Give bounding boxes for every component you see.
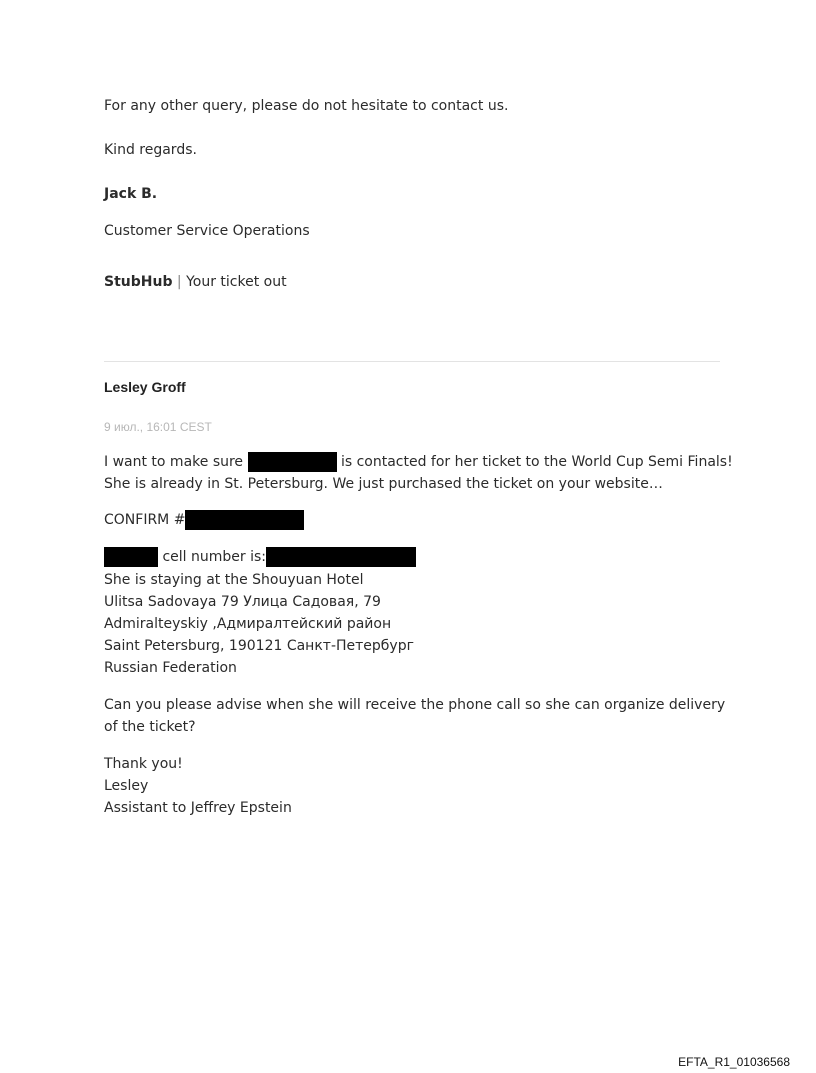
query-line: For any other query, please do not hesitate to contact us. bbox=[104, 98, 509, 114]
department-line: Customer Service Operations bbox=[104, 223, 310, 239]
confirm-label: CONFIRM # bbox=[104, 512, 186, 528]
message-line-1-end: is contacted for her ticket to the World Cup Semi Finals! bbox=[336, 454, 733, 470]
question-line-2: of the ticket? bbox=[104, 719, 196, 735]
message-timestamp: 9 июл., 16:01 CEST bbox=[104, 420, 212, 434]
redaction-block bbox=[185, 510, 304, 530]
address-line-3: Saint Petersburg, 190121 Санкт-Петербург bbox=[104, 638, 414, 654]
signoff-title: Assistant to Jeffrey Epstein bbox=[104, 800, 292, 816]
redaction-block bbox=[266, 547, 416, 567]
address-line-4: Russian Federation bbox=[104, 660, 237, 676]
cell-number-label: cell number is: bbox=[158, 549, 266, 565]
message-line-2: She is already in St. Petersburg. We just purchased the ticket on your website… bbox=[104, 476, 663, 492]
hotel-line: She is staying at the Shouyuan Hotel bbox=[104, 572, 364, 588]
signature-separator: | bbox=[172, 274, 187, 290]
brand-name: StubHub bbox=[104, 274, 173, 290]
brand-tagline: Your ticket out bbox=[186, 274, 287, 290]
question-line-1: Can you please advise when she will receive the phone call so she can organize delivery bbox=[104, 697, 726, 713]
signoff-name: Lesley bbox=[104, 778, 149, 794]
address-line-1: Ulitsa Sadovaya 79 Улица Садовая, 79 bbox=[104, 594, 381, 610]
thanks-line: Thank you! bbox=[104, 756, 183, 772]
regards-line: Kind regards. bbox=[104, 142, 197, 158]
document-id: EFTA_R1_01036568 bbox=[678, 1055, 790, 1069]
redaction-block bbox=[248, 452, 337, 472]
message-line-1 bbox=[104, 451, 733, 473]
confirm-line bbox=[104, 509, 304, 531]
cell-number-line bbox=[104, 546, 416, 568]
address-line-2: Admiralteyskiy ,Адмиралтейский район bbox=[104, 616, 392, 632]
agent-name: Jack B. bbox=[104, 186, 158, 202]
sender-name: Lesley Groff bbox=[104, 379, 186, 395]
signature-line bbox=[104, 271, 287, 293]
message-line-1-start: I want to make sure bbox=[104, 454, 248, 470]
redaction-block bbox=[104, 547, 158, 567]
message-divider bbox=[104, 361, 720, 362]
